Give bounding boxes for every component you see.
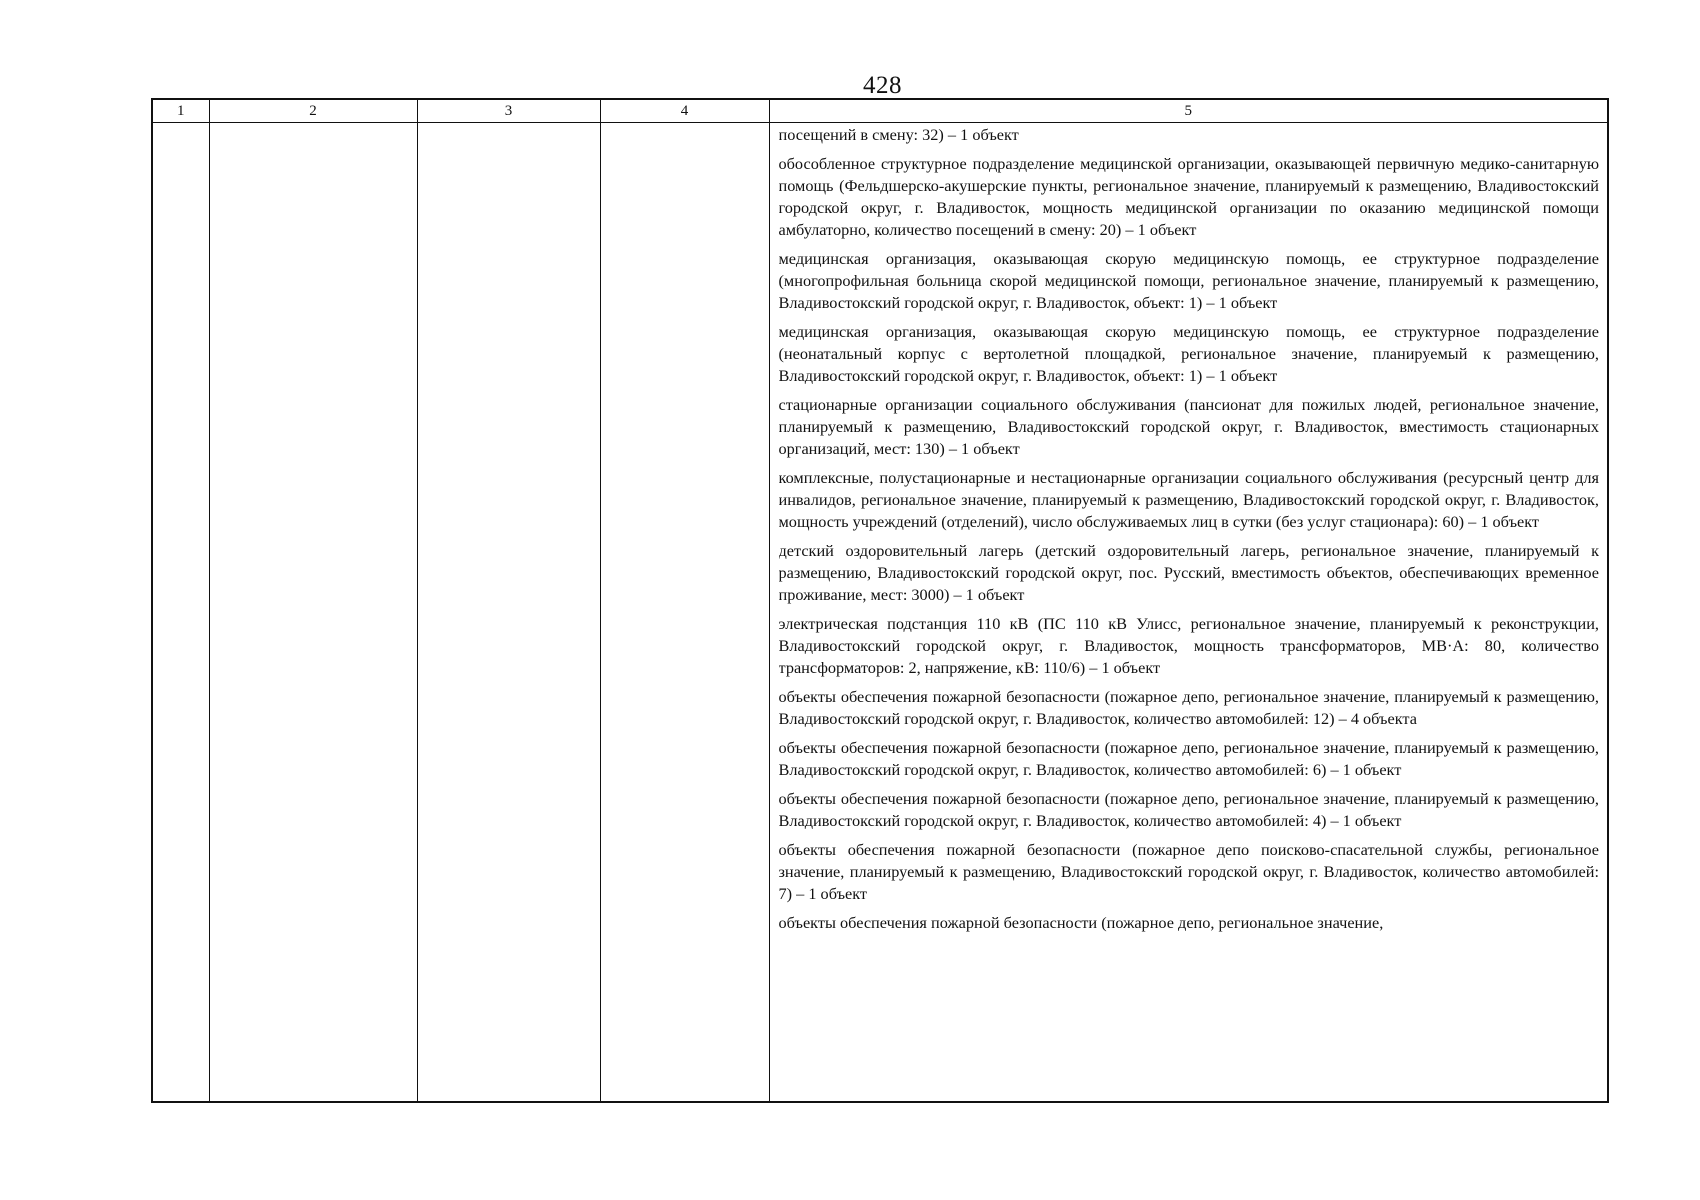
- column-5-cell: [769, 123, 1608, 1103]
- page-number: 428: [863, 72, 902, 99]
- list-item: медицинская организация, оказывающая скорую медицинскую помощь, ее структурное подразделение (многопрофильная больница скорой медицинской помощи, региональное значение, планируемый к размещению, Владивостокский городской округ, г. Владивосток, объект: 1) – 1 объект: [778, 249, 1599, 312]
- list-item: объекты обеспечения пожарной безопасности (пожарное депо, региональное значение, планируемый к размещению, Владивостокский городской округ, г. Владивосток, количество автомобилей: 12) – 4 объекта: [778, 687, 1599, 728]
- list-item: объекты обеспечения пожарной безопасности (пожарное депо, региональное значение,: [778, 913, 1384, 932]
- column-3-cell: [417, 123, 600, 1103]
- column-header-5: 5: [769, 99, 1608, 123]
- column-2-cell: [209, 123, 417, 1103]
- list-item: комплексные, полустационарные и нестационарные организации социального обслуживания (ресурсный центр для инвалидов, региональное значение, планируемый к размещению, Владивостокский городской округ, г. Владивосток, мощность учреждений (отделений), число обслуживаемых лиц в сутки (без услуг стационара): 60) – 1 объект: [778, 468, 1599, 531]
- document-table: [151, 98, 1609, 1103]
- header-row: [152, 99, 1608, 123]
- list-item: стационарные организации социального обслуживания (пансионат для пожилых людей, региональное значение, планируемый к размещению, Владивостокский городской округ, г. Владивосток, вместимость стационарных организаций, мест: 130) – 1 объект: [778, 395, 1599, 458]
- column-header-4: 4: [600, 99, 769, 123]
- list-item: объекты обеспечения пожарной безопасности (пожарное депо поисково-спасательной службы, региональное значение, планируемый к размещению, Владивостокский городской округ, г. Владивосток, количество автомобилей: 7) – 1 объект: [778, 840, 1599, 903]
- column-header-3: 3: [417, 99, 600, 123]
- list-item: электрическая подстанция 110 кВ (ПС 110 кВ Улисс, региональное значение, планируемый к реконструкции, Владивостокский городской округ, г. Владивосток, мощность трансформаторов, МВ·А: 80, количество трансформаторов: 2, напряжение, кВ: 110/6) – 1 объект: [778, 614, 1599, 677]
- list-item: медицинская организация, оказывающая скорую медицинскую помощь, ее структурное подразделение (неонатальный корпус с вертолетной площадкой, региональное значение, планируемый к размещению, Владивостокский городской округ, г. Владивосток, объект: 1) – 1 объект: [778, 322, 1599, 385]
- column-header-2: 2: [209, 99, 417, 123]
- list-item: обособленное структурное подразделение медицинской организации, оказывающей первичную медико-санитарную помощь (Фельдшерско-акушерские пункты, региональное значение, планируемый к размещению, Владивостокский городской округ, г. Владивосток, мощность медицинской организации по оказанию медицинской помощи амбулаторно, количество посещений в смену: 20) – 1 объект: [778, 154, 1599, 239]
- list-item: посещений в смену: 32) – 1 объект: [778, 125, 1019, 144]
- table-row: [152, 123, 1608, 1103]
- column-4-cell: [600, 123, 769, 1103]
- column-header-1: 1: [152, 99, 209, 123]
- column-1-cell: [152, 123, 209, 1103]
- list-item: объекты обеспечения пожарной безопасности (пожарное депо, региональное значение, планируемый к размещению, Владивостокский городской округ, г. Владивосток, количество автомобилей: 4) – 1 объект: [778, 789, 1599, 830]
- list-item: детский оздоровительный лагерь (детский оздоровительный лагерь, региональное значение, планируемый к размещению, Владивостокский городской округ, пос. Русский, вместимость объектов, обеспечивающих временное проживание, мест: 3000) – 1 объект: [778, 541, 1599, 604]
- entries-list: [779, 124, 1600, 1101]
- list-item: объекты обеспечения пожарной безопасности (пожарное депо, региональное значение, планируемый к размещению, Владивостокский городской округ, г. Владивосток, количество автомобилей: 6) – 1 объект: [778, 738, 1599, 779]
